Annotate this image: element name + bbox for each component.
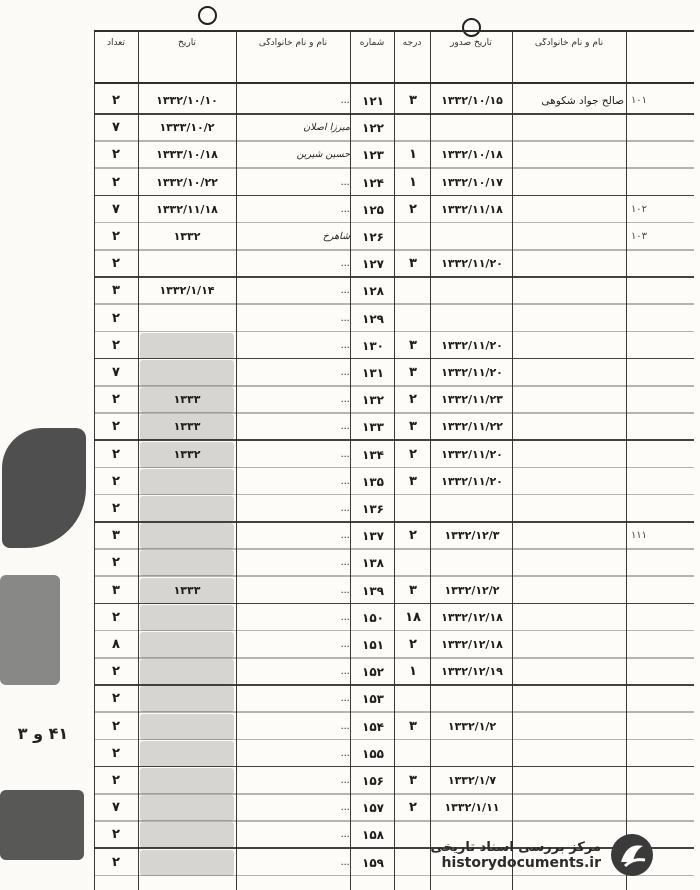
entry-number: ۱۵۲ (362, 665, 384, 680)
row-number (626, 251, 652, 277)
grantee-name: ... (340, 747, 350, 759)
issue-date: ۱۳۳۲/۱۲/۱۸ (441, 610, 503, 624)
count-value: ۷ (112, 365, 120, 380)
count-value: ۲ (112, 718, 120, 734)
grade-value: ۳ (409, 473, 417, 489)
grant-date: ۱۳۳۳/۱۰/۲ (159, 121, 215, 135)
grant-date (140, 306, 234, 332)
count-value: ۲ (112, 827, 120, 843)
row-number (626, 686, 652, 712)
row-number (626, 632, 652, 658)
grant-date (140, 850, 234, 876)
count-value: ۲ (112, 745, 120, 761)
row-number (626, 795, 652, 821)
row-number (626, 659, 652, 685)
grantee-name: ... (340, 475, 350, 487)
recipient-name (512, 197, 624, 223)
recipient-name (512, 278, 624, 304)
entry-number: ۱۲۹ (362, 311, 384, 326)
issue-date: ۱۳۳۲/۱۰/۱۷ (441, 175, 503, 189)
recipient-name (512, 659, 624, 685)
grant-date (140, 768, 234, 794)
grade-value: ۳ (409, 365, 417, 380)
row-number (626, 278, 652, 304)
row-number (626, 714, 652, 740)
grade-value: ۱ (409, 174, 417, 190)
count-value: ۲ (112, 555, 120, 571)
grant-date: ۱۳۳۲/۱۰/۲۲ (156, 175, 218, 189)
entry-number: ۱۳۲ (362, 393, 384, 408)
grantee-name: ... (340, 530, 350, 542)
entry-number: ۱۵۴ (362, 719, 384, 734)
issue-date (432, 741, 512, 767)
grantee-name: ... (340, 584, 350, 596)
grantee-name: ... (340, 829, 350, 841)
grant-date (140, 333, 234, 359)
grantee-name: ... (340, 611, 350, 623)
grantee-name: ... (340, 258, 350, 270)
grade-value: ۳ (409, 582, 417, 598)
recipient-name (512, 251, 624, 277)
count-value: ۷ (112, 201, 120, 217)
grade-value (396, 686, 430, 712)
issue-date: ۱۳۳۲/۱۲/۱۸ (441, 638, 503, 651)
entry-number: ۱۲۳ (362, 148, 384, 163)
grantee-name: ... (340, 312, 350, 324)
entry-number: ۱۵۶ (362, 774, 384, 788)
issue-date (432, 686, 512, 712)
issue-date: ۱۳۳۲/۱۱/۲۳ (441, 393, 503, 407)
recipient-name (512, 550, 624, 576)
count-value: ۲ (112, 473, 120, 489)
grantee-name: میرزا اصلان (303, 122, 350, 134)
grant-date (140, 795, 234, 821)
margin-note: ۴۱ و ۳ (17, 724, 69, 743)
count-value: ۲ (112, 93, 120, 108)
grade-value: ۲ (409, 446, 417, 462)
grant-date (140, 714, 234, 740)
entry-number: ۱۳۴ (362, 447, 384, 462)
grant-date (140, 523, 234, 549)
recipient-name (512, 632, 624, 658)
grant-date: ۱۳۳۲ (173, 230, 201, 243)
issue-date: ۱۳۳۲/۱۱/۲۰ (441, 366, 503, 379)
row-number (626, 605, 652, 631)
recipient-name (512, 306, 624, 332)
issue-date: ۱۳۳۲/۱۲/۱۹ (441, 665, 503, 679)
row-number: ۱۱۱ (630, 530, 648, 542)
grade-value: ۳ (409, 773, 417, 788)
grade-value: ۲ (409, 800, 417, 816)
header-count: تعداد (106, 38, 126, 48)
entry-number: ۱۲۸ (362, 284, 384, 299)
count-value: ۷ (112, 120, 120, 136)
grantee-name: حسین شیرین (296, 149, 350, 161)
issue-date: ۱۳۳۲/۱۲/۲ (444, 583, 500, 597)
entry-number: ۱۵۹ (362, 855, 384, 870)
row-number (626, 306, 652, 332)
grade-value (396, 115, 430, 141)
grantee-name: ... (340, 802, 350, 814)
count-value: ۳ (112, 582, 120, 598)
row-number (626, 469, 652, 495)
entry-number: ۱۵۰ (362, 610, 384, 625)
recipient-name (512, 170, 624, 196)
recipient-name (512, 115, 624, 141)
count-value: ۲ (112, 691, 120, 707)
grade-value: ۱ (409, 664, 417, 680)
entry-number: ۱۳۷ (362, 529, 384, 544)
grant-date: ۱۳۳۳/۱۰/۱۸ (156, 148, 218, 162)
count-value: ۲ (112, 501, 120, 516)
grantee-name: ... (340, 367, 350, 378)
recipient-name (512, 768, 624, 794)
entry-number: ۱۵۱ (362, 638, 384, 652)
grade-value: ۳ (409, 337, 417, 353)
entry-number: ۱۳۳ (362, 420, 384, 435)
recipient-name (512, 523, 624, 549)
grade-value: ۲ (409, 201, 417, 217)
grant-date (140, 550, 234, 576)
recipient-name (512, 795, 624, 821)
count-value: ۲ (112, 174, 120, 190)
entry-number: ۱۳۸ (362, 556, 384, 571)
row-number (626, 387, 652, 413)
entry-number: ۱۵۷ (362, 801, 384, 816)
issue-date (432, 224, 512, 250)
recipient-name (512, 714, 624, 740)
count-value: ۲ (112, 392, 120, 408)
count-value: ۲ (112, 773, 120, 788)
row-number (626, 170, 652, 196)
count-value: ۷ (112, 800, 120, 816)
grade-value: ۲ (409, 392, 417, 408)
entry-number: ۱۳۰ (362, 338, 384, 353)
recipient-name (512, 578, 624, 604)
count-value: ۸ (112, 637, 120, 652)
count-value: ۲ (112, 609, 120, 625)
grantee-name: ... (340, 285, 350, 297)
recipient-name (512, 605, 624, 631)
recipient-name (512, 414, 624, 440)
grant-date (140, 659, 234, 685)
entry-number: ۱۳۶ (362, 502, 384, 516)
grade-value (396, 224, 430, 250)
grant-date: ۱۳۳۲ (140, 442, 234, 468)
grade-value (396, 278, 430, 304)
entry-number: ۱۲۵ (362, 202, 384, 217)
grant-date (140, 686, 234, 712)
header-name: نام و نام خانوادگی (534, 38, 604, 48)
grantee-name: ... (340, 203, 350, 215)
issue-date: ۱۳۳۲/۱۰/۱۵ (441, 94, 503, 107)
grade-value: ۲ (409, 528, 417, 544)
grade-value: ۲ (409, 637, 417, 652)
recipient-name (512, 142, 624, 168)
recipient-name (512, 686, 624, 712)
grade-value: ۳ (409, 419, 417, 435)
count-value: ۲ (112, 664, 120, 680)
entry-number: ۱۲۴ (362, 175, 384, 190)
issue-date: ۱۳۳۲/۱۲/۳ (444, 529, 500, 543)
count-value: ۳ (112, 283, 120, 299)
row-number (626, 360, 652, 386)
row-number (626, 442, 652, 468)
recipient-name: صالح جواد شکوهی (541, 95, 624, 107)
count-value: ۲ (112, 419, 120, 435)
row-number (626, 768, 652, 794)
row-number (626, 414, 652, 440)
grantee-name: ... (340, 176, 350, 188)
count-value: ۲ (112, 256, 120, 272)
watermark-org: مرکز بررسی اسناد تاریخی (430, 839, 601, 855)
row-number (626, 115, 652, 141)
grantee-name: ... (340, 856, 350, 868)
issue-date: ۱۳۳۲/۱۱/۲۰ (441, 257, 503, 271)
grant-date: ۱۳۳۳ (140, 414, 234, 440)
recipient-name (512, 741, 624, 767)
count-value: ۲ (112, 337, 120, 353)
recipient-name (512, 469, 624, 495)
row-number: ۱۰۳ (630, 231, 648, 242)
entry-number: ۱۵۵ (362, 746, 384, 761)
grant-date (140, 469, 234, 495)
grant-date (140, 741, 234, 767)
issue-date: ۱۳۳۲/۱۱/۲۰ (441, 447, 503, 461)
count-value: ۲ (112, 147, 120, 163)
grant-date (140, 251, 234, 277)
watermark (405, 826, 655, 884)
issue-date: ۱۳۳۲/۱/۷ (447, 774, 497, 787)
grantee-name: ... (340, 421, 350, 433)
entry-number: ۱۵۸ (362, 828, 384, 843)
grant-date: ۱۳۳۲/۱۰/۱۰ (156, 94, 218, 107)
issue-date: ۱۳۳۲/۱/۱۱ (444, 801, 500, 815)
grant-date: ۱۳۳۳ (140, 578, 234, 604)
grantee-name: شاهرخ (322, 231, 350, 242)
grade-value: ۳ (409, 93, 417, 108)
header-grade: درجه (402, 38, 422, 48)
issue-date (432, 550, 512, 576)
entry-number: ۱۳۹ (362, 583, 384, 598)
recipient-name (512, 442, 624, 468)
row-number: ۱۰۲ (630, 203, 648, 215)
issue-date: ۱۳۳۲/۱۱/۱۸ (441, 202, 503, 216)
recipient-name (512, 224, 624, 250)
grant-date (140, 605, 234, 631)
grade-value (396, 741, 430, 767)
grade-value: ۱۸ (405, 609, 421, 625)
header-number: شماره (359, 38, 385, 48)
count-value: ۲ (112, 854, 120, 870)
grantee-name: ... (340, 339, 350, 351)
issue-date (432, 496, 512, 522)
entry-number: ۱۵۳ (362, 692, 384, 707)
grantee-name: ... (340, 95, 350, 106)
grantee-name: ... (340, 557, 350, 569)
grantee-name: ... (340, 639, 350, 650)
row-number (626, 550, 652, 576)
count-value: ۲ (112, 229, 120, 244)
issue-date: ۱۳۳۲/۱۱/۲۰ (441, 474, 503, 488)
issue-date (432, 278, 512, 304)
entry-number: ۱۲۶ (362, 230, 384, 244)
watermark-url: historydocuments.ir (441, 854, 601, 871)
grade-value: ۳ (409, 256, 417, 272)
grade-value: ۱ (409, 147, 417, 163)
issue-date: ۱۳۳۲/۱/۲ (447, 719, 497, 733)
header-grant-date: تاریخ (178, 38, 196, 48)
issue-date: ۱۳۳۲/۱۰/۱۸ (441, 148, 503, 162)
entry-number: ۱۳۱ (362, 366, 384, 380)
grantee-name: ... (340, 720, 350, 732)
entry-number: ۱۲۱ (362, 94, 384, 108)
row-number (626, 142, 652, 168)
entry-number: ۱۳۵ (362, 474, 384, 489)
recipient-name (512, 387, 624, 413)
row-number: ۱۰۱ (630, 95, 648, 106)
grantee-name: ... (340, 666, 350, 678)
row-number (626, 496, 652, 522)
grant-date (140, 360, 234, 386)
count-value: ۲ (112, 446, 120, 462)
issue-date (432, 306, 512, 332)
count-value: ۲ (112, 310, 120, 326)
grade-value: ۳ (409, 718, 417, 734)
grantee-name: ... (340, 775, 350, 786)
issue-date: ۱۳۳۲/۱۱/۲۰ (441, 338, 503, 352)
issue-date (432, 115, 512, 141)
grantee-name: ... (340, 503, 350, 514)
header-grantee: نام و نام خانوادگی (258, 38, 328, 48)
grant-date: ۱۳۳۳ (140, 387, 234, 413)
recipient-name (512, 333, 624, 359)
entry-number: ۱۲۲ (362, 121, 384, 136)
row-number (626, 333, 652, 359)
grade-value (396, 496, 430, 522)
recipient-name (512, 496, 624, 522)
count-value: ۳ (112, 528, 120, 544)
grade-value (396, 550, 430, 576)
grantee-name: ... (340, 693, 350, 705)
entry-number: ۱۲۷ (362, 257, 384, 272)
grantee-name: ... (340, 394, 350, 406)
header-date: تاریخ صدور (450, 38, 492, 48)
row-number (626, 578, 652, 604)
grant-date (140, 822, 234, 848)
grantee-name: ... (340, 448, 350, 460)
grade-value (396, 306, 430, 332)
archive-logo-icon (609, 832, 655, 878)
recipient-name (512, 360, 624, 386)
row-number (626, 741, 652, 767)
issue-date: ۱۳۳۲/۱۱/۲۲ (441, 420, 503, 434)
grant-date (140, 496, 234, 522)
grant-date: ۱۳۳۲/۱۱/۱۸ (156, 202, 218, 216)
grant-date (140, 632, 234, 658)
grant-date: ۱۳۳۲/۱/۱۴ (159, 284, 215, 298)
